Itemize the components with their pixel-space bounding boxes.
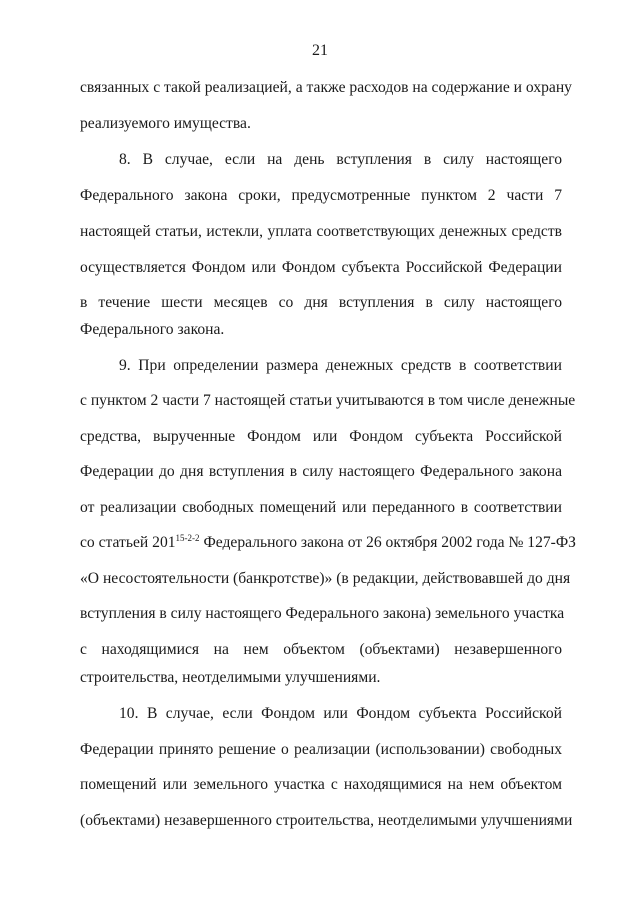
text-line-12: Федерации до дня вступления в силу настоящего Федерального закона xyxy=(80,463,562,480)
text-line-15: «О несостоятельности (банкротстве)» (в редакции, действовавшей до дня xyxy=(80,570,571,587)
text-line-10: с пунктом 2 части 7 настоящей статьи учитываются в том числе денежные xyxy=(80,392,576,409)
text-line-5: настоящей статьи, истекли, уплата соответствующих денежных средств xyxy=(80,223,562,240)
page-number: 21 xyxy=(312,42,328,59)
text-line-18: строительства, неотделимыми улучшениями. xyxy=(80,669,381,686)
text-line-17: с находящимися на нем объектом (объектами) незавершенного xyxy=(80,641,562,658)
text-line-6: осуществляется Фондом или Фондом субъекта Российской Федерации xyxy=(80,259,562,276)
paragraph-10-first-line: 10. В случае, если Фондом или Фондом субъекта Российской xyxy=(119,705,562,722)
text-line-16: вступления в силу настоящего Федерального закона) земельного участка xyxy=(80,605,565,622)
text-line-21: помещений или земельного участка с находящимися на нем объектом xyxy=(80,776,562,793)
text-line-13: от реализации свободных помещений или переданного в соответствии xyxy=(80,499,562,516)
text-line-7: в течение шести месяцев со дня вступления в силу настоящего xyxy=(80,294,562,311)
text-line-2: реализуемого имущества. xyxy=(80,115,251,132)
text-line-1: связанных с такой реализацией, а также расходов на содержание и охрану xyxy=(80,79,572,96)
text-after-sup: Федерального закона от 26 октября 2002 года № 127-ФЗ xyxy=(199,534,576,551)
paragraph-8-first-line: 8. В случае, если на день вступления в силу настоящего xyxy=(119,151,562,168)
text-before-sup: со статьей 201 xyxy=(80,534,176,551)
text-line-8: Федерального закона. xyxy=(80,321,225,338)
text-line-22: (объектами) незавершенного строительства, неотделимыми улучшениями xyxy=(80,812,573,829)
text-line-11: средства, вырученные Фондом или Фондом субъекта Российской xyxy=(80,428,562,445)
text-line-20: Федерации принято решение о реализации (использовании) свободных xyxy=(80,741,562,758)
article-superscript: 15-2-2 xyxy=(175,533,200,543)
text-line-14 xyxy=(80,533,576,553)
paragraph-9-first-line: 9. При определении размера денежных средств в соответствии xyxy=(119,357,562,374)
text-line-4: Федерального закона сроки, предусмотренные пунктом 2 части 7 xyxy=(80,187,562,204)
